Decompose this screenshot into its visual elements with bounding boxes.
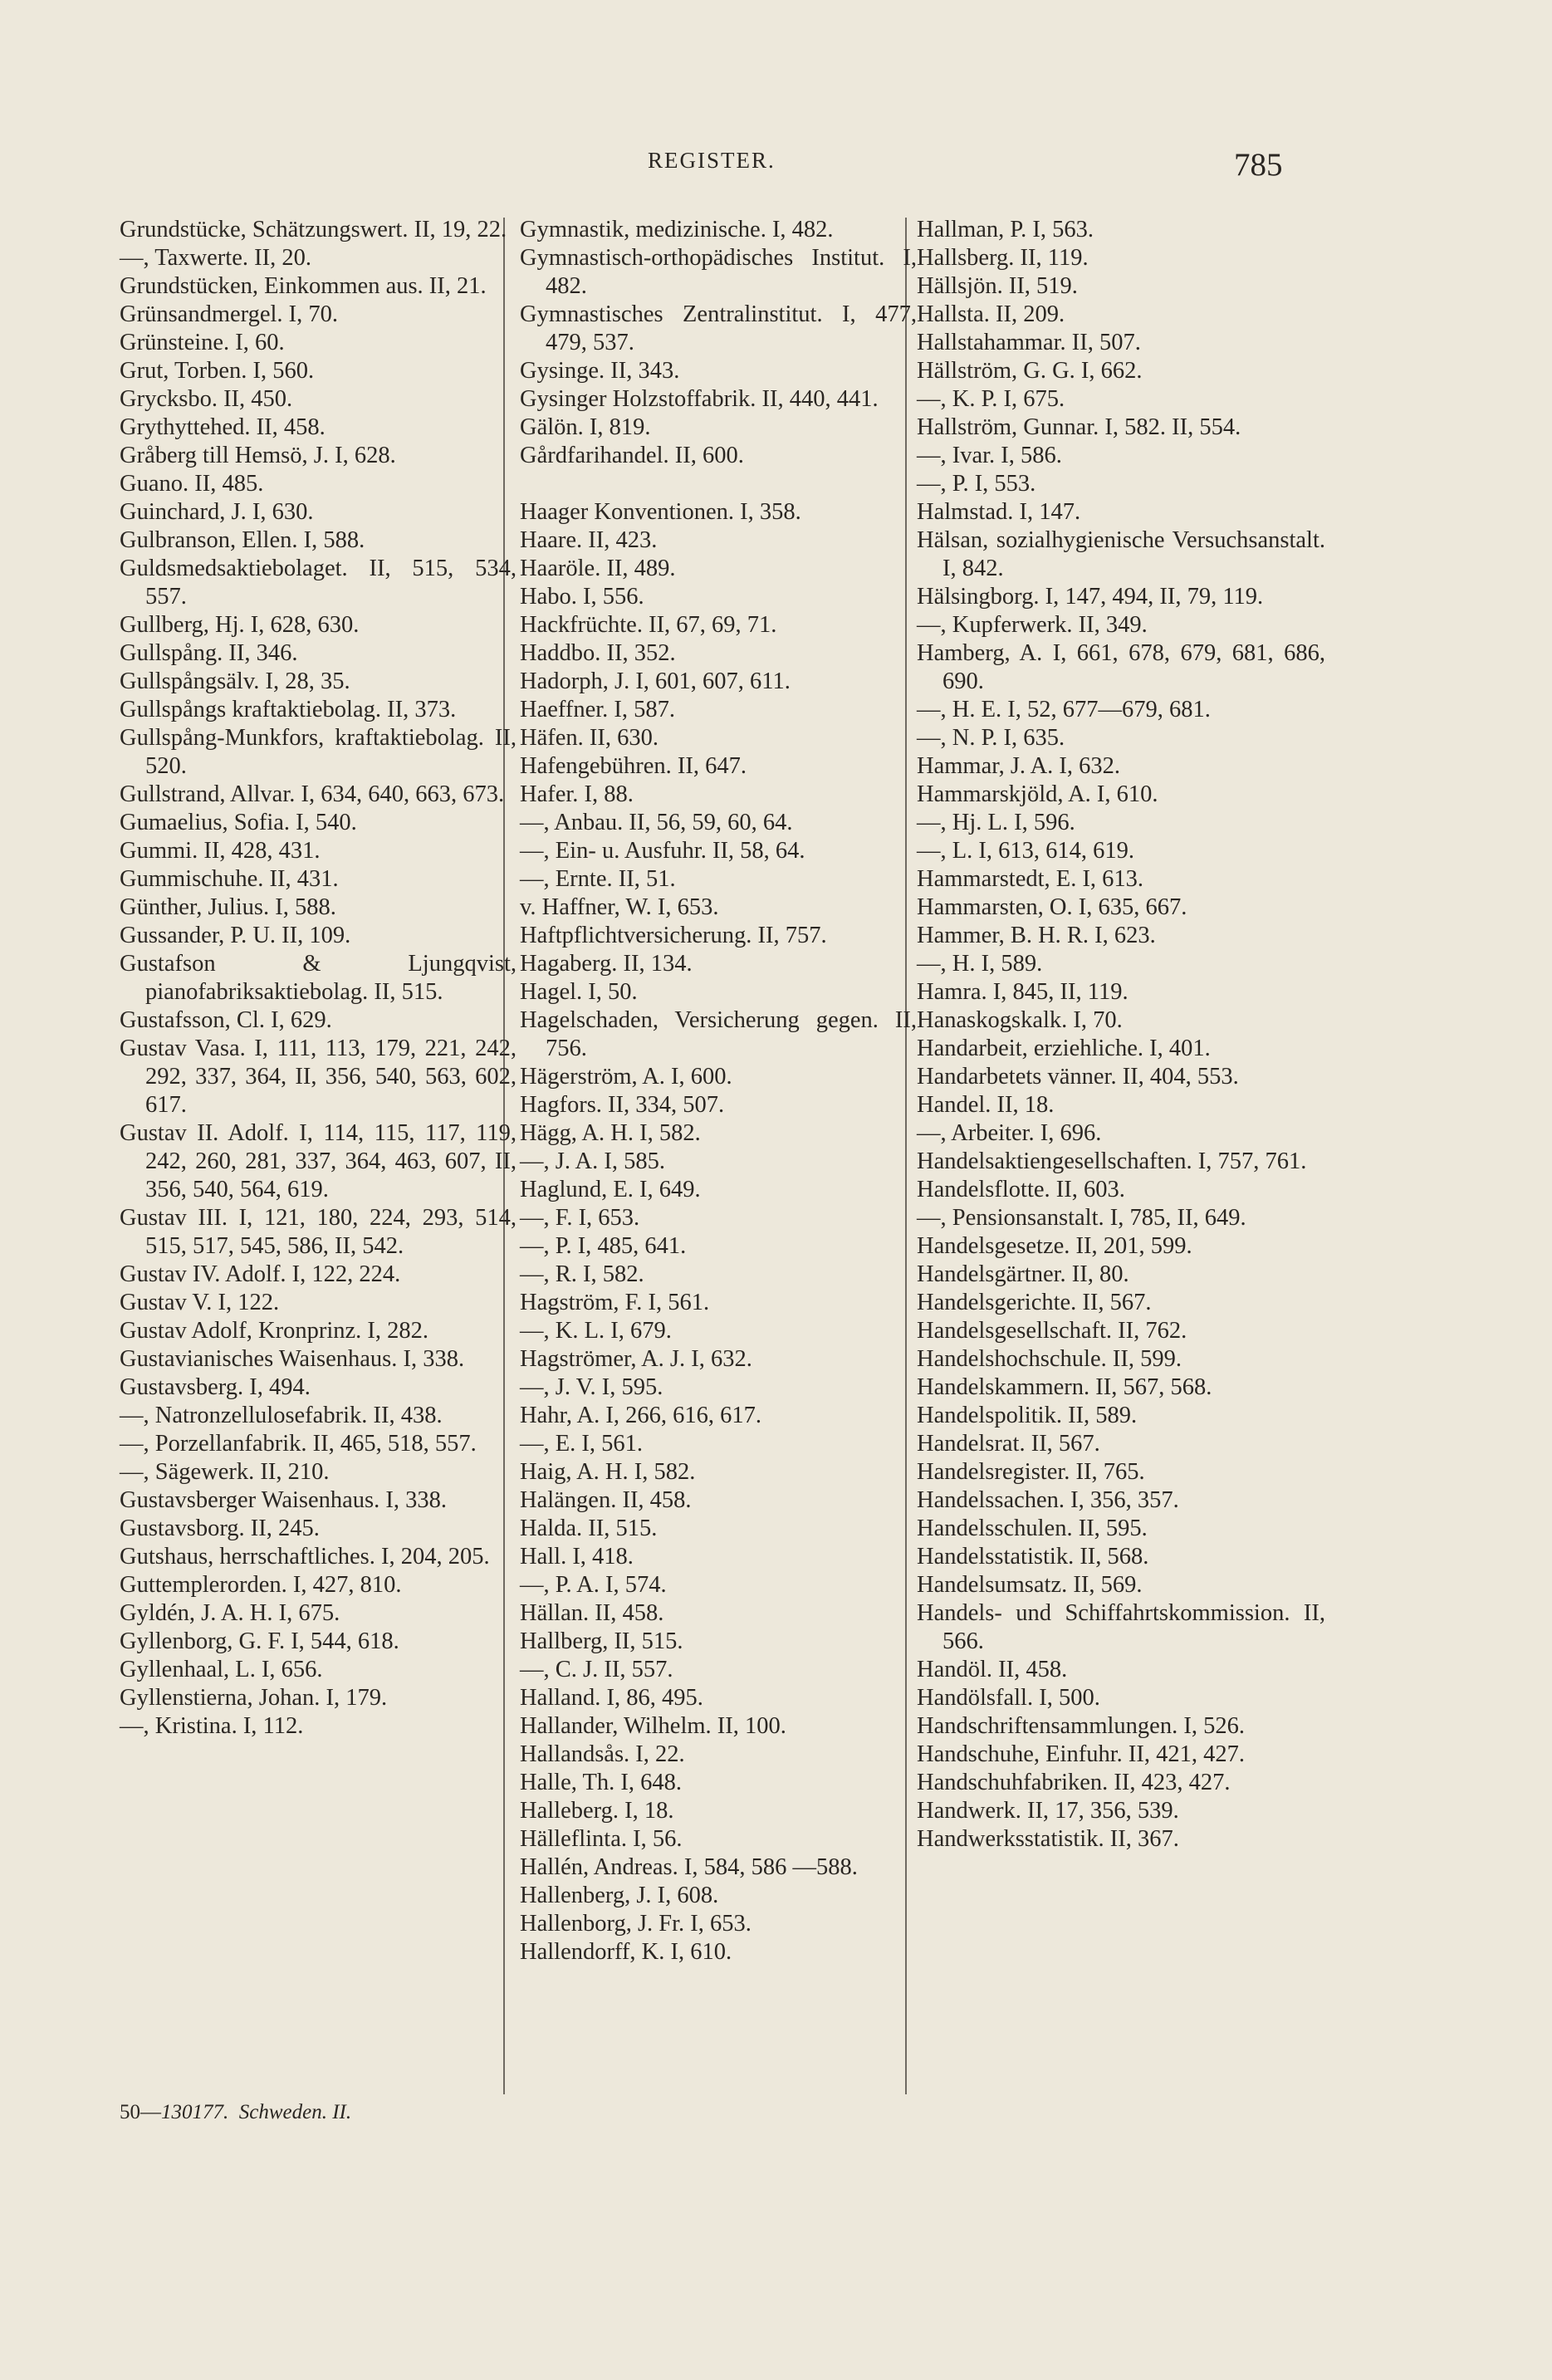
index-entry: —, K. L. I, 679. <box>520 1318 672 1344</box>
section-gap <box>520 470 917 498</box>
index-entry: Grünsandmergel. I, 70. <box>120 301 339 327</box>
index-entry: Hamberg, A. I, 661, 678, 679, 681, 686, 690. <box>917 640 1325 694</box>
index-entry: Hallandsås. I, 22. <box>520 1741 685 1767</box>
index-entry: Handelskammern. II, 567, 568. <box>917 1374 1212 1400</box>
index-entry: Handarbeit, erziehliche. I, 401. <box>917 1036 1211 1061</box>
index-entry: Hällsjön. II, 519. <box>917 273 1078 299</box>
index-entry: Handelsgerichte. II, 567. <box>917 1290 1152 1315</box>
index-entry: Gullspång. II, 346. <box>120 640 298 666</box>
index-entry: Grundstücken, Einkommen aus. II, 21. <box>120 273 487 299</box>
index-entry: Gustav Vasa. I, 111, 113, 179, 221, 242, 292, 337, 364, II, 356, 540, 563, 602, 617. <box>120 1036 517 1118</box>
footer-book-title: Schweden. II. <box>238 2101 352 2123</box>
index-entry: Gussander, P. U. II, 109. <box>120 923 351 948</box>
index-entry: —, F. I, 653. <box>520 1205 640 1231</box>
index-entry: Hadorph, J. I, 601, 607, 611. <box>520 668 791 694</box>
index-entry: Gullstrand, Allvar. I, 634, 640, 663, 673. <box>120 781 505 807</box>
index-entry: Handelsregister. II, 765. <box>917 1459 1145 1485</box>
index-entry: Gustav IV. Adolf. I, 122, 224. <box>120 1261 401 1287</box>
index-entry: Hallén, Andreas. I, 584, 586 —588. <box>520 1854 858 1880</box>
index-entry: —, Kupferwerk. II, 349. <box>917 612 1148 638</box>
index-entry: Guinchard, J. I, 630. <box>120 499 314 525</box>
index-entry: Halängen. II, 458. <box>520 1487 692 1513</box>
index-entry: Gyldén, J. A. H. I, 675. <box>120 1600 340 1626</box>
index-entry: Gummischuhe. II, 431. <box>120 866 339 892</box>
index-entry: Hällan. II, 458. <box>520 1600 664 1626</box>
index-entry: Gymnastisches Zentralinstitut. I, 477, 479, 537. <box>520 301 917 355</box>
index-entry: Gymnastisch-orthopädisches Institut. I, 482. <box>520 245 917 299</box>
index-entry: Handelsaktiengesellschaften. I, 757, 761. <box>917 1148 1307 1174</box>
index-entry: Gustafson & Ljungqvist, pianofabriksaktiebolag. II, 515. <box>120 951 517 1005</box>
index-entry: Handschriftensammlungen. I, 526. <box>917 1713 1245 1739</box>
index-entry: Hälsan, sozialhygienische Versuchsanstalt. I, 842. <box>917 527 1325 581</box>
index-entry: Hall. I, 418. <box>520 1544 634 1570</box>
index-entry: Gymnastik, medizinische. I, 482. <box>520 217 834 242</box>
index-entry: Handölsfall. I, 500. <box>917 1685 1100 1711</box>
index-entry: Gustav Adolf, Kronprinz. I, 282. <box>120 1318 429 1344</box>
page-header-title: REGISTER. <box>648 148 776 173</box>
index-entry: Hallstahammar. II, 507. <box>917 330 1141 355</box>
index-entry: Hagström, F. I, 561. <box>520 1290 710 1315</box>
index-entry: Haddbo. II, 352. <box>520 640 676 666</box>
index-entry: Hahr, A. I, 266, 616, 617. <box>520 1403 761 1428</box>
index-entry: Hälsingborg. I, 147, 494, II, 79, 119. <box>917 584 1264 610</box>
index-entry: Gustav III. I, 121, 180, 224, 293, 514, 515, 517, 545, 586, II, 542. <box>120 1205 517 1259</box>
index-entry: —, J. V. I, 595. <box>520 1374 663 1400</box>
index-entry: Handarbetets vänner. II, 404, 553. <box>917 1064 1239 1090</box>
index-entry: Haager Konventionen. I, 358. <box>520 499 801 525</box>
index-entry: Hagel. I, 50. <box>520 979 638 1005</box>
index-entry: Handschuhfabriken. II, 423, 427. <box>917 1770 1231 1795</box>
index-entry: Günther, Julius. I, 588. <box>120 894 336 920</box>
index-entry: —, Sägewerk. II, 210. <box>120 1459 330 1485</box>
index-entry: Gullberg, Hj. I, 628, 630. <box>120 612 360 638</box>
index-entry: Hammarskjöld, A. I, 610. <box>917 781 1158 807</box>
index-entry: Gustavianisches Waisenhaus. I, 338. <box>120 1346 465 1372</box>
index-entry: Hagelschaden, Versicherung gegen. II, 756. <box>520 1007 917 1061</box>
index-entry: Gummi. II, 428, 431. <box>120 838 321 864</box>
index-entry: Habo. I, 556. <box>520 584 644 610</box>
index-entry: —, Natronzellulosefabrik. II, 438. <box>120 1403 443 1428</box>
footer-sheet-mark: 50— <box>120 2101 161 2123</box>
index-entry: Hagaberg. II, 134. <box>520 951 693 977</box>
index-entry: Guttemplerorden. I, 427, 810. <box>120 1572 402 1598</box>
index-entry: —, Ein- u. Ausfuhr. II, 58, 64. <box>520 838 805 864</box>
index-entry: —, Anbau. II, 56, 59, 60, 64. <box>520 810 793 835</box>
index-entry: —, R. I, 582. <box>520 1261 644 1287</box>
index-entry: v. Haffner, W. I, 653. <box>520 894 719 920</box>
index-entry: Gälön. I, 819. <box>520 414 651 440</box>
index-entry: Gullspång-Munkfors, kraftaktiebolag. II, 520. <box>120 725 517 779</box>
index-entry: Gysinge. II, 343. <box>520 358 680 384</box>
index-entry: Gullspångs kraftaktiebolag. II, 373. <box>120 697 457 722</box>
index-entry: Handschuhe, Einfuhr. II, 421, 427. <box>917 1741 1245 1767</box>
index-entry: Haftpflichtversicherung. II, 757. <box>520 923 827 948</box>
index-entry: Handelsgesellschaft. II, 762. <box>917 1318 1187 1344</box>
page-number: 785 <box>1234 147 1283 183</box>
index-entry: —, Porzellanfabrik. II, 465, 518, 557. <box>120 1431 477 1457</box>
index-entry: Hallman, P. I, 563. <box>917 217 1094 242</box>
index-entry: Gullspångsälv. I, 28, 35. <box>120 668 350 694</box>
index-column-left <box>120 216 517 1741</box>
index-entry: Handöl. II, 458. <box>917 1657 1068 1682</box>
index-entry: —, Hj. L. I, 596. <box>917 810 1075 835</box>
index-entry: Haig, A. H. I, 582. <box>520 1459 696 1485</box>
index-entry: Handelsstatistik. II, 568. <box>917 1544 1149 1570</box>
index-entry: Hammar, J. A. I, 632. <box>917 753 1121 779</box>
index-entry: —, P. A. I, 574. <box>520 1572 667 1598</box>
index-entry: Gustav II. Adolf. I, 114, 115, 117, 119, 242, 260, 281, 337, 364, 463, 607, II, 356, 540, 564, 619. <box>120 1120 517 1202</box>
index-entry: Haare. II, 423. <box>520 527 658 553</box>
index-entry: Hammarsten, O. I, 635, 667. <box>917 894 1187 920</box>
index-entry: Hagströmer, A. J. I, 632. <box>520 1346 752 1372</box>
index-entry: Halleberg. I, 18. <box>520 1798 674 1824</box>
footer-signature <box>120 2101 351 2124</box>
index-entry: Häfen. II, 630. <box>520 725 658 751</box>
index-entry: Gustavsborg. II, 245. <box>120 1516 320 1541</box>
index-entry: Haeffner. I, 587. <box>520 697 676 722</box>
index-entry: —, H. E. I, 52, 677—679, 681. <box>917 697 1211 722</box>
index-entry: Guano. II, 485. <box>120 471 264 497</box>
index-entry: —, K. P. I, 675. <box>917 386 1065 412</box>
index-entry: Hackfrüchte. II, 67, 69, 71. <box>520 612 777 638</box>
index-entry: Handwerksstatistik. II, 367. <box>917 1826 1179 1852</box>
index-entry: Handelssachen. I, 356, 357. <box>917 1487 1179 1513</box>
index-entry: Handelsrat. II, 567. <box>917 1431 1100 1457</box>
index-entry: Hagfors. II, 334, 507. <box>520 1092 725 1118</box>
index-entry: Haglund, E. I, 649. <box>520 1177 701 1202</box>
index-entry: Handelsgesetze. II, 201, 599. <box>917 1233 1192 1259</box>
index-entry: —, H. I, 589. <box>917 951 1043 977</box>
index-entry: Gustav V. I, 122. <box>120 1290 280 1315</box>
index-entry: Grünsteine. I, 60. <box>120 330 285 355</box>
index-entry: —, Ernte. II, 51. <box>520 866 676 892</box>
index-entry: Hallander, Wilhelm. II, 100. <box>520 1713 786 1739</box>
index-entry: Handelspolitik. II, 589. <box>917 1403 1138 1428</box>
index-entry: Hällström, G. G. I, 662. <box>917 358 1143 384</box>
index-entry: Gysinger Holzstoffabrik. II, 440, 441. <box>520 386 879 412</box>
index-entry: Hamra. I, 845, II, 119. <box>917 979 1129 1005</box>
index-entry: Gustafsson, Cl. I, 629. <box>120 1007 332 1033</box>
index-entry: Handel. II, 18. <box>917 1092 1055 1118</box>
index-entry: Gyllenhaal, L. I, 656. <box>120 1657 323 1682</box>
index-entry: Gulbranson, Ellen. I, 588. <box>120 527 365 553</box>
index-entry: Gyllenborg, G. F. I, 544, 618. <box>120 1628 399 1654</box>
index-entry: Grut, Torben. I, 560. <box>120 358 315 384</box>
index-entry: Handelsflotte. II, 603. <box>917 1177 1125 1202</box>
index-entry: —, J. A. I, 585. <box>520 1148 665 1174</box>
index-entry: Gutshaus, herrschaftliches. I, 204, 205. <box>120 1544 490 1570</box>
index-entry: Guldsmedsaktiebolaget. II, 515, 534, 557. <box>120 556 517 610</box>
index-entry: —, Arbeiter. I, 696. <box>917 1120 1102 1146</box>
index-column-right <box>917 216 1325 1854</box>
index-entry: Grycksbo. II, 450. <box>120 386 293 412</box>
index-entry: Hallenberg, J. I, 608. <box>520 1883 719 1908</box>
index-entry: Handelsgärtner. II, 80. <box>917 1261 1129 1287</box>
index-entry: —, Ivar. I, 586. <box>917 443 1062 468</box>
index-entry: Grundstücke, Schätzungswert. II, 19, 22. <box>120 217 507 242</box>
index-entry: Hafengebühren. II, 647. <box>520 753 747 779</box>
index-entry: —, P. I, 485, 641. <box>520 1233 687 1259</box>
index-entry: Halda. II, 515. <box>520 1516 658 1541</box>
index-entry: Halland. I, 86, 495. <box>520 1685 703 1711</box>
footer-print-number: 130177. <box>161 2101 229 2123</box>
index-entry: —, Kristina. I, 112. <box>120 1713 304 1739</box>
index-entry: Grythyttehed. II, 458. <box>120 414 326 440</box>
index-entry: —, N. P. I, 635. <box>917 725 1065 751</box>
index-entry: Gumaelius, Sofia. I, 540. <box>120 810 357 835</box>
index-entry: Handels- und Schiffahrtskommission. II, 566. <box>917 1600 1325 1654</box>
index-entry: Haaröle. II, 489. <box>520 556 676 581</box>
index-entry: Hallberg, II, 515. <box>520 1628 683 1654</box>
index-entry: Hammer, B. H. R. I, 623. <box>917 923 1156 948</box>
index-entry: —, E. I, 561. <box>520 1431 644 1457</box>
index-entry: Gustavsberger Waisenhaus. I, 338. <box>120 1487 447 1513</box>
index-entry: Handelshochschule. II, 599. <box>917 1346 1182 1372</box>
index-entry: —, C. J. II, 557. <box>520 1657 673 1682</box>
index-entry: Gustavsberg. I, 494. <box>120 1374 311 1400</box>
index-entry: Hallsta. II, 209. <box>917 301 1065 327</box>
index-column-middle <box>520 216 917 1966</box>
index-entry: Halle, Th. I, 648. <box>520 1770 682 1795</box>
index-entry: Gråberg till Hemsö, J. I, 628. <box>120 443 396 468</box>
index-entry: Hägerström, A. I, 600. <box>520 1064 732 1090</box>
index-entry: Hammarstedt, E. I, 613. <box>917 866 1144 892</box>
index-entry: Gårdfarihandel. II, 600. <box>520 443 744 468</box>
index-entry: Hallenborg, J. Fr. I, 653. <box>520 1911 752 1937</box>
index-entry: Hallendorff, K. I, 610. <box>520 1939 732 1965</box>
index-entry: Hanaskogskalk. I, 70. <box>917 1007 1123 1033</box>
index-entry: Hafer. I, 88. <box>520 781 634 807</box>
index-entry: Handelsschulen. II, 595. <box>917 1516 1148 1541</box>
index-entry: —, L. I, 613, 614, 619. <box>917 838 1135 864</box>
index-entry: —, Taxwerte. II, 20. <box>120 245 311 271</box>
index-entry: Hallsberg. II, 119. <box>917 245 1089 271</box>
index-entry: Gyllenstierna, Johan. I, 179. <box>120 1685 388 1711</box>
index-entry: Hallström, Gunnar. I, 582. II, 554. <box>917 414 1241 440</box>
index-entry: Handelsumsatz. II, 569. <box>917 1572 1143 1598</box>
index-entry: Handwerk. II, 17, 356, 539. <box>917 1798 1179 1824</box>
index-entry: Halmstad. I, 147. <box>917 499 1081 525</box>
index-entry: —, P. I, 553. <box>917 471 1036 497</box>
index-entry: —, Pensionsanstalt. I, 785, II, 649. <box>917 1205 1246 1231</box>
index-entry: Hägg, A. H. I, 582. <box>520 1120 701 1146</box>
index-entry: Hälleflinta. I, 56. <box>520 1826 683 1852</box>
